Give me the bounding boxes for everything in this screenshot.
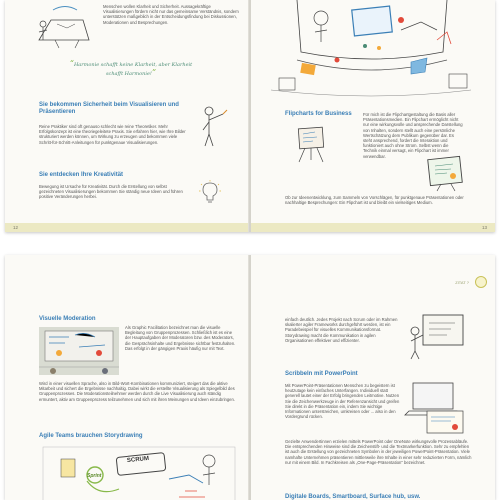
page-12 <box>5 0 249 232</box>
page-number: 13 <box>481 225 487 230</box>
storydrawing-continued-text: einfach deutlich. Jedes Projekt nach Scrum oder im Rahmen skalierter agiler Frameworks durchgeführt werden, ist ein Paradebeispiel für visuelles Kommunikationsformat. Storydrawing macht die Kommunikation in agilen Organisationen effektiver und effizienter. <box>285 317 398 343</box>
digitale-boards-heading: Digitale Boards, Smartboard, Surface hub, usw. <box>285 494 421 500</box>
section-heading-sicherheit: Sie bekommen Sicherheit beim Visualisieren und Präsentieren <box>39 102 179 115</box>
scribbeln-text: Mit PowerPoint-Präsentationen Menschen zu begeistern ist heutzutage kein einfaches Unterfangen. Individuell statt generell lautet einer der Erfolg bringenden Leitmotive. Nutzen Sie die Zeichenwerkzeuge in der Referenzansicht und greifen Sie direkt in die Präsentation ein, indem Sie wichtige Informationen unterstreichen, umkreisen oder ... also in den Vordergrund rücken. <box>285 383 400 420</box>
agile-teams-heading: Agile Teams brauchen Storydrawing <box>39 433 143 439</box>
flipcharts-text-b: Ob zur Ideenentwicklung, zum Sammeln von Vorschlägen, für punktgenaue Präsentationen oder nachhaltige Besprechungen: Ein Flipchart ist und bleibt ein vielseitiges Medium. <box>285 195 464 206</box>
scrum-storydrawing-illustration <box>39 445 239 500</box>
visuelle-moderation-text1: Als Graphic Facilitation bezeichnet man die visuelle Begleitung von Gruppenprozessen. Schließlich ist es eine der Hauptaufgaben der Moderatoren bzw. des Moderators, die Gesprächsinhalte und Ergebnisse sichtbar festzuhalten. Das erfolgt in der gängigen Praxis häufig nur mit Text. <box>125 325 236 351</box>
pointing-figure-sketch <box>195 104 231 148</box>
scribbeln-powerpoint-heading: Scribbeln mit PowerPoint <box>285 371 358 377</box>
scrum-label: SCRUM <box>126 455 150 465</box>
intro-paragraph: Menschen wollen Klarheit und Sicherheit. Aussagekräftige Visualisierungen fördern nicht nur das gemeinsame Verständnis, sondern unterstützen maßgeblich in der Entscheidungsfindung bei Diskussionen, Moderationen und Besprechungen. <box>103 4 239 25</box>
board-sketch <box>427 156 469 192</box>
presenter-sketch-illustration <box>35 0 93 52</box>
top-book-spread <box>5 0 495 232</box>
visuelle-moderation-heading: Visuelle Moderation <box>39 316 96 322</box>
sprint-label: Sprint <box>87 473 102 479</box>
section-text-kreativitaet: Bewegung ist Ursache für Kreativität. Durch die Erstellung von selbst gezeichneten Visualisierungen bekommen Sie ständig neue Ideen und führen positive Veränderungen herbei. <box>39 184 183 200</box>
left-page-moderation <box>5 255 249 500</box>
quote-text: Harmonie schafft keine Klarheit, aber Klarheit schafft Harmonie! <box>73 62 193 77</box>
flipchart-scene-illustration <box>261 0 481 98</box>
right-page-powerpoint <box>251 255 495 500</box>
page-footer-bar <box>251 223 495 232</box>
page-footer-bar <box>5 223 249 232</box>
flipchart-stand-sketch <box>291 126 331 164</box>
harmonie-quote <box>69 60 193 78</box>
section-heading-kreativitaet: Sie entdecken Ihre Kreativität <box>39 172 124 178</box>
section-text-sicherheit: Reine Praktiker sind oft genauso schlecht wie reine Theoretiker. Mehr Erfolgskonzept ist eine theoriegeleitete Praxis. Sie erfahren hier, wie Ihre Bilder strukturiert werden können, um Wirkung zu erzeugen und bekommen viele Schritt-für-Schritt-Anleitungen für punktgenaue Visualisierungen. <box>39 124 186 145</box>
presentation-board-sketch <box>409 313 467 359</box>
corner-label: ZITAT ? <box>455 280 469 285</box>
anwender-text: Gezielte Anwendertinnen erzielen mittels PowerPoint oder OneNote wirkungsvolle Prozessabläufe. Die entsprechenden Hinweise sind die Zeichenstift- und die Textmarkerfunktion. Sehr zu empfehlen ist auch die Erstellung von gezeichneten Symbolen in der jeweiligen PowerPoint-Präsentation. Viele namhafte Unternehmen präsentieren mittlerweile ihre Inhalte in einer sehr reduzierten Form, nämlich nur mit einem Bild. In Fachkreisen als „One-Page-Präsentation" bezeichnet. <box>285 439 472 465</box>
flipcharts-heading: Flipcharts for Business <box>285 111 352 117</box>
visuelle-moderation-text2: Wird in einer visuellen Sprache, also in Bild-Wort-Kombinationen kommuniziert, steigert das die aktive Mitarbeit und sichert die Ergebnisse nachhaltig. Dabei wirkt die erstellte Visualisierung als Spiegelbild des Gruppenprozesses. Die Moderationsteilnehmer werden durch die Live Visualisierung auch ständig ermuntert, aktiv am Gruppenprozess teilzunehmen und sich mit ihren Meinungen und Ideen einzubringen. <box>39 381 235 402</box>
laptop-slides-sketch <box>409 381 471 435</box>
close-quote-icon: ” <box>151 68 157 77</box>
open-quote-icon: “ <box>69 59 74 68</box>
flipcharts-text-a: Für mich ist die Flipchartgestaltung die Basis aller Präsentationsmedien. Ein Flipchart ermöglicht nicht nur eine wirkungsvolle und ansprechende Darstellung von Inhalten, sondern stellt auch eine persönliche Wertschätzung dem Publikum gegenüber dar. Es steht ansprechend, fordert die Interaktion und funktioniert auch ohne Strom. Selbst wenn die Technik einmal versagt, ein Flipchart ist immer verwendbar. <box>363 112 463 159</box>
corner-badge-icon <box>475 276 487 288</box>
moderation-board-illustration <box>39 327 119 375</box>
page-number: 12 <box>13 225 19 230</box>
page-13 <box>251 0 495 232</box>
lightbulb-icon <box>199 180 221 204</box>
bottom-book-spread <box>5 255 495 500</box>
